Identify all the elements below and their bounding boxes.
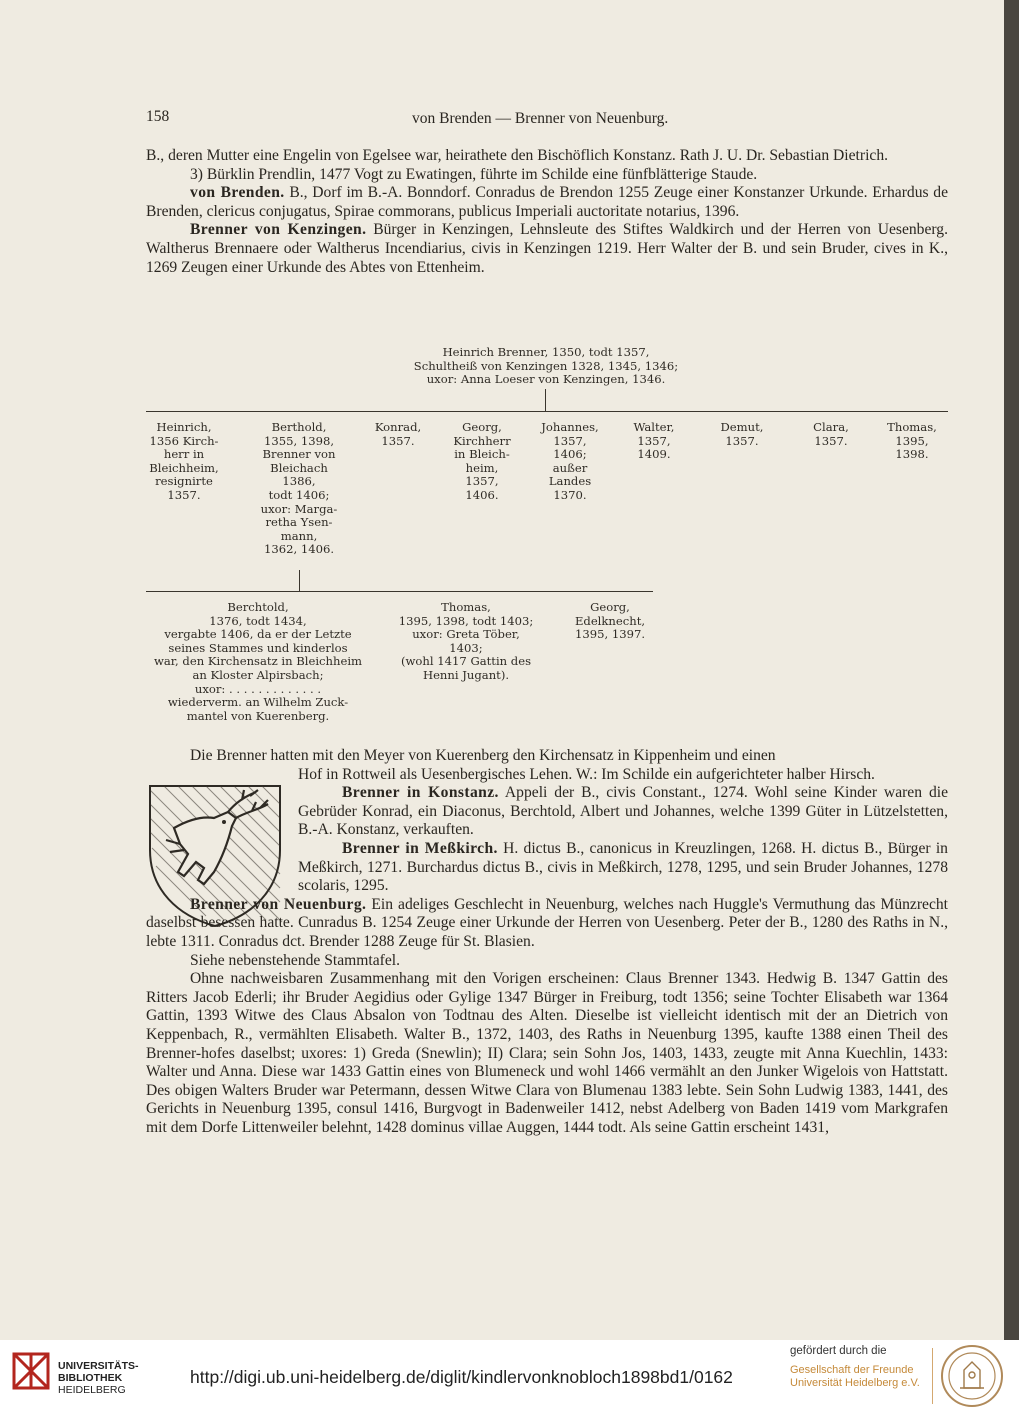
tree-person-line: Brenner von [262, 447, 336, 462]
text-von-brenden: B., Dorf im B.-A. Bonndorf. Conradus de Brendon 1255 Zeuge einer Konstanzer Urkunde. Erhardus de Brenden, clericus conjugatus, Spirae commorans, publicus Imperiali auctoritate notarius, 1396. [146, 184, 949, 220]
tree-root-line: uxor: Anna Loeser von Kenzingen, 1346. [426, 372, 666, 387]
tree-person-line: 1395, 1398, todt 1403; [398, 613, 534, 628]
tree-person-johannes [528, 421, 612, 503]
heading-kenzingen: Brenner von Kenzingen. [190, 221, 367, 239]
tree-person-line: resignirte [155, 474, 213, 489]
tree-person-line: Henni Jugant). [422, 667, 510, 682]
text-block-lower [146, 747, 948, 1137]
paragraph-konstanz [298, 784, 948, 840]
text-kenzingen: Bürger in Kenzingen, Lehnsleute des Stiftes Waldkirch und der Herren von Uesenberg. Waltherus Brennaere oder Waltherus Incendiarius, civis in Kenzingen 1219. Herr Walter der B. und sein Bruder, cives in K., 1269 Zeugen einer Urkunde des Abtes von Ettenheim. [146, 221, 948, 276]
tree-person-line: uxor: Greta Töber, [412, 627, 520, 642]
sponsor-name [790, 1364, 920, 1390]
page-number: 158 [146, 108, 170, 125]
tree-person-line: heim, [465, 460, 499, 475]
tree-person-line: Edelknecht, [574, 613, 646, 628]
library-name [58, 1360, 139, 1396]
paragraph-wappen-line1: Die Brenner hatten mit den Meyer von Kuerenberg den Kirchensatz in Kippenheim und einen [190, 747, 776, 764]
paragraph-ohne-zusammenhang: Ohne nachweisbaren Zusammenhang mit den Vorigen erscheinen: Claus Brenner 1343. Hedwig B. 1347 Gattin des Ritters Jacob Ederli; ihr Bruder Aegidius oder Gylige 1347 Bürger in Freiburg, todt 1356; seine Tochter Elisabeth war 1364 Gattin, 1393 Witwe des Claus Absalon von Todtnau des Alten. Dieselbe ist vielleicht identisch mit der an Dietrich von Keppenbach, R., vermählten Elisabeth. Walter B., 1372, 1403, des Raths in Neuenburg 1395, kaufte 1388 einen Theil des Brenner-hofes daselbst; uxores: 1) Greda (Snewlin); II) Clara; sein Sohn Jos, 1403, 1433, zeugte mit Anna Kuechlin, 1433: Walter und Anna. Diese war 1433 Gattin eines von Blumeneck und wohl 1466 vermählt an den Junker Wigelois von Hattstatt. Des obigen Walters Bruder war Petermann, dessen Witwe Clara von Blumenau 1383 lebte. Sein Sohn Ludwig 1383, 1441, des Gerichts in Neuenburg 1395, consul 1416, Burgvogt in Badenweiler 1412, nebst Adelberg von Baden 1419 vom Markgrafen mit dem Dorfe Littenweiler belehnt, 1428 dominus villae Auggen, 1444 todt. Als seine Gattin erscheint 1431, [146, 970, 948, 1136]
tree-person-berthold [244, 421, 354, 557]
tree-person-line: in Bleich- [454, 447, 510, 462]
text-beside-arms [146, 766, 948, 896]
text-messkirch: H. dictus B., canonicus in Kreuzlingen, 1268. H. dictus B., Bürger in Meßkirch, 1271. Burchardus dictus B., civis in Meßkirch, 1278, 1295, und sein Bruder Johannes, 1278 scolaris, 1295. [298, 839, 948, 895]
tree-person-line: todt 1406; [268, 487, 330, 502]
tree-person-line: Landes [548, 474, 592, 489]
permalink-url[interactable]: http://digi.ub.uni-heidelberg.de/diglit/kindlervonknobloch1898bd1/0162 [190, 1367, 733, 1387]
tree-root-line: Schultheiß von Kenzingen 1328, 1345, 1346; [413, 358, 679, 373]
tree-person-line: Georg, [590, 600, 630, 614]
tree-line-generation-3 [146, 591, 653, 592]
running-title: von Brenden — Brenner von Neuenburg. [412, 110, 669, 127]
tree-person-line: (wohl 1417 Gattin des [400, 654, 532, 669]
tree-person-line: 1357, [553, 433, 587, 448]
tree-person-line: 1395, 1397. [574, 627, 646, 642]
tree-person-line: an Kloster Alpirsbach; [192, 667, 324, 682]
tree-person-heinrich [134, 421, 234, 503]
paragraph-von-brenden [146, 184, 948, 221]
tree-person-line: 1355, 1398, [263, 433, 335, 448]
tree-person-line: Thomas, [887, 420, 937, 434]
tree-person-clara [796, 421, 866, 448]
paragraph-stammtafel: Siehe nebenstehende Stammtafel. [190, 951, 401, 969]
tree-person-berchtold [146, 601, 370, 723]
heading-von-brenden: von Brenden. [190, 184, 285, 202]
tree-person-line: 1386, [282, 474, 316, 489]
tree-person-line: 1362, 1406. [263, 542, 335, 557]
sponsor-name-line: Universität Heidelberg e.V. [790, 1377, 920, 1389]
tree-person-demut [702, 421, 782, 448]
tree-person-line: 1406; [553, 447, 587, 462]
tree-person-georg [440, 421, 524, 503]
tree-person-line: wiederverm. an Wilhelm Zuck- [167, 695, 349, 710]
tree-person-line: 1357. [381, 433, 415, 448]
tree-person-line: Johannes, [541, 420, 599, 434]
tree-person-line: herr in [163, 447, 205, 462]
tree-person-line: 1409. [637, 447, 671, 462]
tree-person-line: 1357. [167, 487, 201, 502]
tree-person-line: Walter, [633, 420, 675, 434]
tree-person-line: außer [552, 460, 588, 475]
tree-person-line: seines Stammes und kinderlos [168, 640, 348, 655]
library-name-line: UNIVERSITÄTS- [58, 1360, 139, 1372]
tree-person-line: 1395, [895, 433, 929, 448]
tree-person-line: 1398. [895, 447, 929, 462]
tree-person-line: 1357. [725, 433, 759, 448]
text-konstanz: Appeli der B., civis Constant., 1274. Wohl seine Kinder waren die Gebrüder Konrad, ein Diaconus, Berchtold, Albert und Johannes, welche 1399 Güter in Lützelstetten, B.-A. Konstanz, verkauften. [298, 784, 948, 839]
tree-person-line: 1370. [553, 487, 587, 502]
paragraph-continuation: B., deren Mutter eine Engelin von Egelsee war, heirathete den Bischöflich Konstanz. Rath J. U. Dr. Sebastian Dietrich. [146, 147, 889, 164]
sponsor-label: gefördert durch die [790, 1345, 887, 1357]
heading-konstanz: Brenner in Konstanz. [342, 784, 499, 802]
tree-person-walter [616, 421, 692, 462]
sponsor-name-line: Gesellschaft der Freunde [790, 1364, 914, 1376]
tree-person-line: Kirchherr [453, 433, 511, 448]
tree-person-konrad [361, 421, 435, 448]
tree-person-line: Berthold, [271, 420, 327, 434]
heading-messkirch: Brenner in Meßkirch. [342, 839, 498, 857]
paragraph-buerklin: 3) Bürklin Prendlin, 1477 Vogt zu Ewatingen, führte im Schilde eine fünfblätterige Staude. [190, 165, 758, 183]
tree-person-line: Demut, [720, 420, 764, 434]
heading-neuenburg: Brenner von Neuenburg. [190, 895, 367, 913]
tree-person-line: Thomas, [441, 600, 491, 614]
library-name-line: BIBLIOTHEK [58, 1372, 123, 1384]
tree-person-line: Bleichach [270, 460, 328, 475]
text-neuenburg: Ein adeliges Geschlecht in Neuenburg, welches nach Huggle's Vermuthung das Münzrecht daselbst besessen hatte. Cunradus B. 1254 Zeuge einer Urkunde der Herren von Uesenberg. Peter der B., 1280 des Raths in N., lebte 1311. Conradus dct. Brender 1288 Zeuge für St. Blasien. [146, 895, 949, 950]
tree-person-thomas [876, 421, 948, 462]
tree-root-line: Heinrich Brenner, 1350, todt 1357, [442, 345, 650, 359]
tree-person-line: retha Ysen- [265, 515, 333, 530]
library-name-line: HEIDELBERG [58, 1384, 126, 1396]
tree-person-georg-gen3 [560, 601, 660, 642]
tree-person-line: 1376, todt 1434, [209, 613, 307, 628]
tree-person-line: 1356 Kirch- [149, 433, 219, 448]
tree-person-line: Heinrich, [156, 420, 212, 434]
tree-root [346, 346, 746, 387]
tree-person-line: 1403; [449, 640, 483, 655]
footer-divider [932, 1348, 933, 1404]
footer-bar [0, 1340, 1019, 1412]
tree-person-line: 1357, [465, 474, 499, 489]
scan-edge [1004, 0, 1019, 1340]
tree-person-line: vergabte 1406, da er der Letzte [164, 627, 352, 642]
tree-person-line: Georg, [462, 420, 502, 434]
tree-line-generation-2 [146, 411, 948, 412]
tree-person-line: mantel von Kuerenberg. [186, 708, 330, 723]
paragraph-messkirch [298, 840, 948, 896]
tree-person-line: uxor: . . . . . . . . . . . . . [194, 681, 322, 696]
tree-person-line: 1357, [637, 433, 671, 448]
tree-person-line: uxor: Marga- [260, 501, 338, 516]
tree-connector [545, 389, 546, 411]
tree-person-line: Berchtold, [227, 600, 289, 614]
tree-person-line: Bleichheim, [149, 460, 219, 475]
tree-connector [299, 570, 300, 591]
tree-person-line: war, den Kirchensatz in Bleichheim [153, 654, 363, 669]
paragraph-kenzingen [146, 221, 948, 277]
tree-person-line: 1357. [814, 433, 848, 448]
tree-person-line: Clara, [813, 420, 849, 434]
paragraph-wappen-rest: Hof in Rottweil als Uesenbergisches Lehen. W.: Im Schilde ein aufgerichteter halber Hirsch. [298, 765, 875, 783]
tree-person-line: 1406. [465, 487, 499, 502]
tree-person-thomas-gen3 [374, 601, 558, 683]
library-logo-icon [10, 1350, 52, 1392]
paragraph-neuenburg [146, 896, 948, 952]
tree-person-line: mann, [280, 528, 318, 543]
tree-person-line: Konrad, [374, 420, 422, 434]
university-seal-icon [940, 1344, 1004, 1408]
text-block-top [146, 147, 948, 277]
